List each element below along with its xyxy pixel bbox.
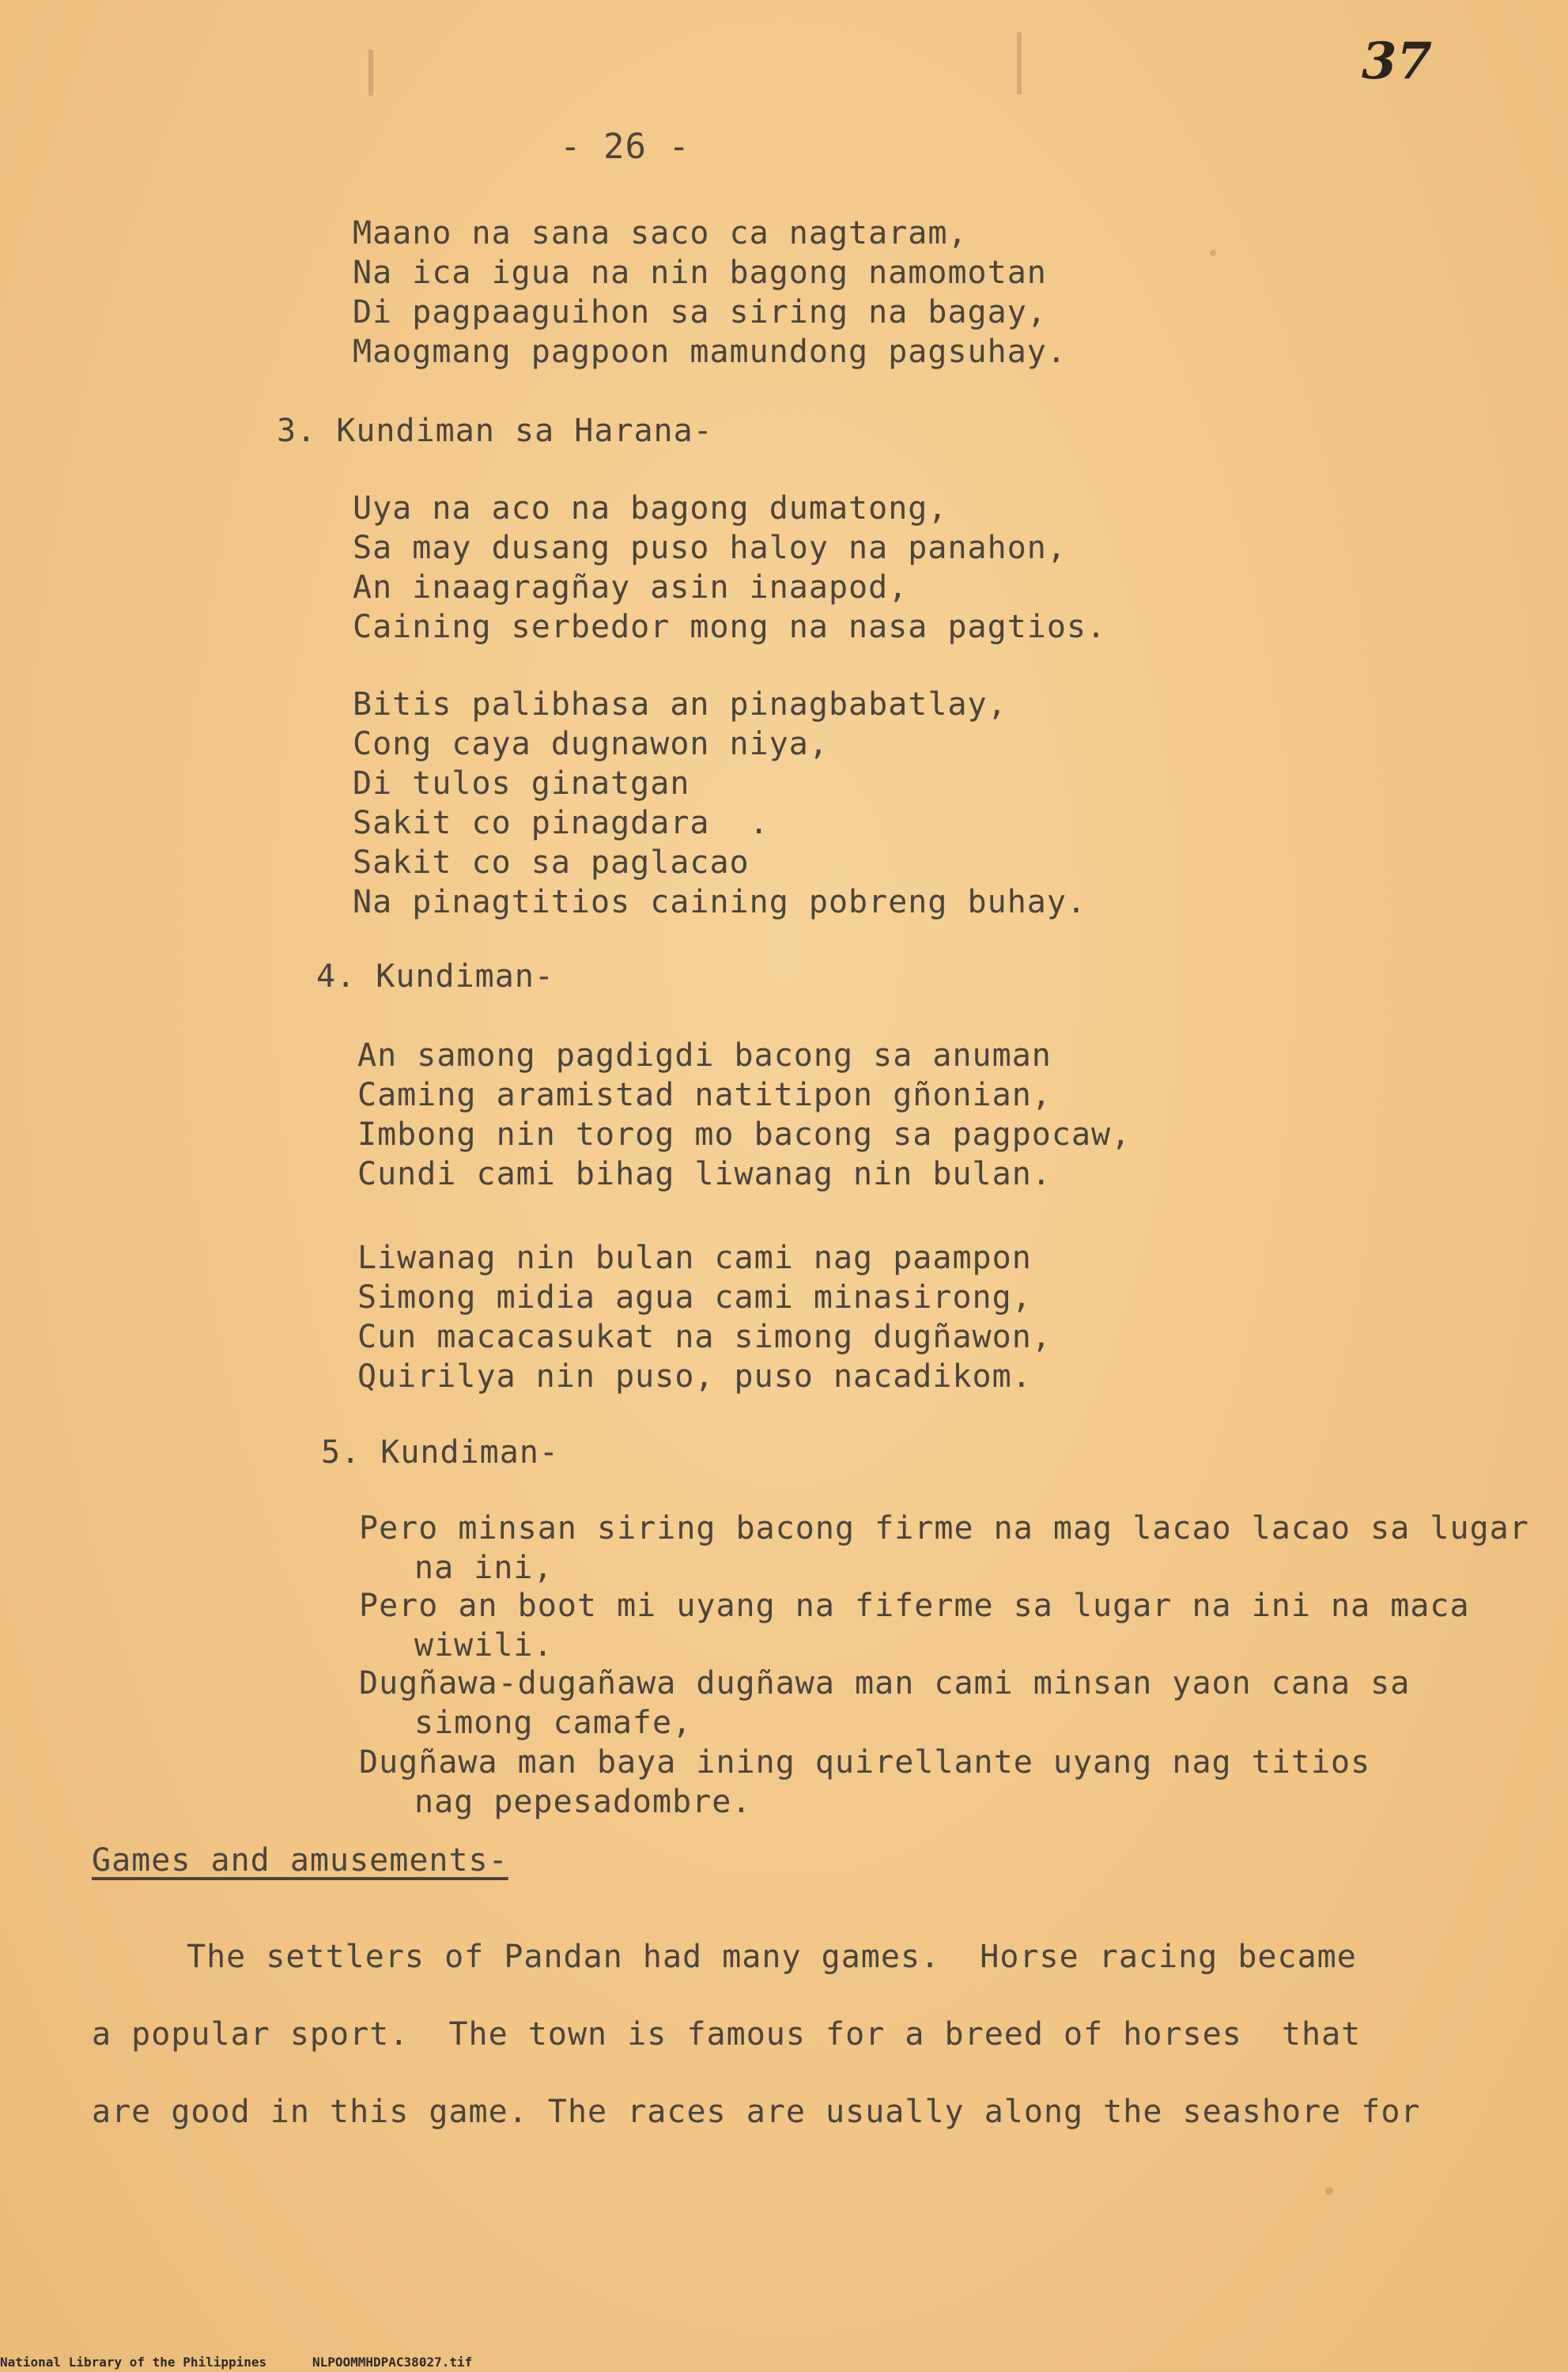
verse-line: Di tulos ginatgan xyxy=(353,765,690,802)
verse-line: Pero an boot mi uyang na fiferme sa lugar na ini na maca xyxy=(359,1588,1470,1624)
verse-line: wiwili. xyxy=(414,1627,554,1664)
paragraph-line: are good in this game. The races are usually along the seashore for xyxy=(92,2094,1421,2130)
verse-line: Maogmang pagpoon mamundong pagsuhay. xyxy=(353,334,1067,370)
verse-line: Bitis palibhasa an pinagbabatlay, xyxy=(353,686,1007,723)
verse-line: An samong pagdigdi bacong sa anuman xyxy=(357,1037,1052,1074)
verse-line: Sakit co pinagdara . xyxy=(353,805,769,841)
verse-line: Sakit co sa paglacao xyxy=(353,844,750,881)
section-heading: 3. Kundiman sa Harana- xyxy=(277,413,713,449)
verse-line: Liwanag nin bulan cami nag paampon xyxy=(357,1240,1032,1276)
staple-mark xyxy=(368,49,373,96)
verse-line: An inaagragñay asin inaapod, xyxy=(353,569,909,606)
section-heading: 4. Kundiman- xyxy=(316,958,554,995)
handwritten-page-number: 37 xyxy=(1362,32,1433,91)
verse-line: Pero minsan siring bacong firme na mag lacao lacao sa lugar xyxy=(359,1510,1529,1547)
verse-line: Na ica igua na nin bagong namomotan xyxy=(353,255,1047,291)
verse-line: Maano na sana saco ca nagtaram, xyxy=(353,215,968,251)
verse-line: na ini, xyxy=(414,1550,554,1586)
verse-line: simong camafe, xyxy=(414,1705,693,1741)
paragraph-line: a popular sport. The town is famous for a breed of horses that xyxy=(92,2016,1362,2053)
staple-mark xyxy=(1017,32,1022,95)
verse-line: Imbong nin torog mo bacong sa pagpocaw, xyxy=(357,1116,1132,1153)
footer-filename: NLPOOMMHDPAC38027.tif xyxy=(312,2355,473,2370)
section-heading: 5. Kundiman- xyxy=(321,1434,559,1471)
verse-line: Uya na aco na bagong dumatong, xyxy=(353,490,948,527)
verse-line: Dugñawa man baya ining quirellante uyang nag titios xyxy=(359,1744,1371,1781)
scan-footer xyxy=(0,2355,472,2370)
verse-line: Quirilya nin puso, puso nacadikom. xyxy=(357,1358,1032,1395)
verse-line: Di pagpaaguihon sa siring na bagay, xyxy=(353,294,1047,330)
footer-library: National Library of the Philippines xyxy=(0,2355,267,2370)
verse-line: Simong midia agua cami minasirong, xyxy=(357,1279,1032,1316)
section-title: Games and amusements- xyxy=(92,1842,508,1879)
verse-line: Cong caya dugnawon niya, xyxy=(353,726,829,762)
ink-spot xyxy=(1325,2187,1333,2195)
verse-line: Cun macacasukat na simong dugñawon, xyxy=(357,1319,1052,1355)
paragraph-line: The settlers of Pandan had many games. Horse racing became xyxy=(187,1939,1357,1975)
verse-line: Dugñawa-dugañawa dugñawa man cami minsan yaon cana sa xyxy=(359,1665,1411,1702)
verse-line: Caming aramistad natitipon gñonian, xyxy=(357,1077,1052,1113)
verse-line: Cundi cami bihag liwanag nin bulan. xyxy=(357,1156,1052,1192)
verse-line: Caining serbedor mong na nasa pagtios. xyxy=(353,609,1107,645)
page-number: - 26 - xyxy=(560,127,690,167)
ink-spot xyxy=(1210,250,1216,256)
verse-line: Sa may dusang puso haloy na panahon, xyxy=(353,530,1067,566)
verse-line: nag pepesadombre. xyxy=(414,1784,752,1820)
verse-line: Na pinagtitios caining pobreng buhay. xyxy=(353,884,1087,920)
